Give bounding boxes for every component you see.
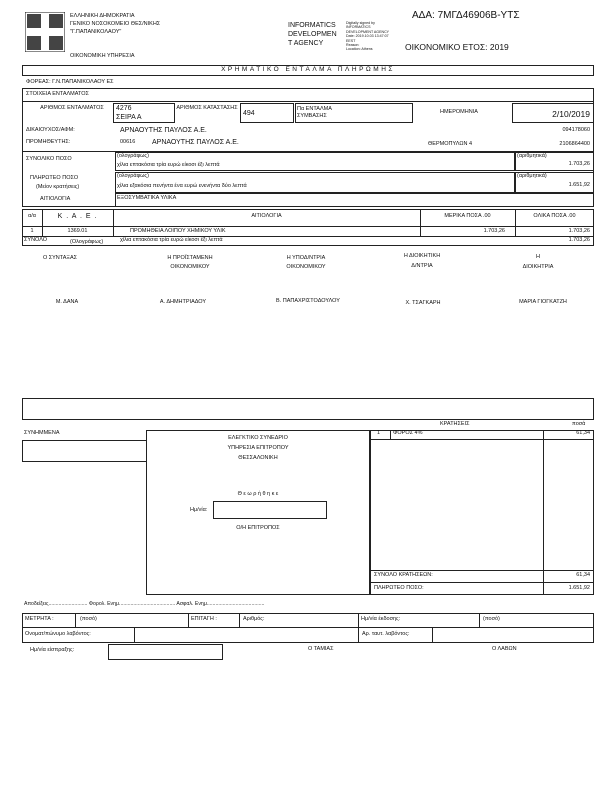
- row-reason: ΠΡΟΜΗΘΕΙΑ ΛΟΙΠΟΥ ΧΗΜΙΚΟΥ ΥΛΙΚ: [130, 228, 226, 234]
- total-amount: 1.703,26: [568, 161, 590, 167]
- supplier-phone: 2106864400: [559, 141, 590, 147]
- ada-number: ΑΔΑ: 7ΜΓΔ46906Β-ΥΤΣ: [412, 10, 520, 21]
- stamp-line: INFORMATICS: [346, 25, 371, 30]
- check-number-field[interactable]: Αριθμός:: [243, 616, 265, 622]
- check-amount[interactable]: (ποσό): [483, 616, 500, 622]
- agency-line-2: DEVELOPMEN: [288, 31, 337, 38]
- role-admin-director-1: Η ΔΙΟΙΚΗΤΙΚΗ: [403, 253, 441, 259]
- role-head-finance-1: Η ΠΡΟΪΣΤΑΜΕΝΗ: [167, 255, 213, 261]
- deduction-amount: 61,34: [576, 430, 590, 436]
- reason: ΕΞΟΣΥΜΒΑΤΙΚΑ ΥΛΙΚΑ: [117, 195, 177, 201]
- stamp-line: DEVELOPMENT AGENCY: [346, 29, 390, 34]
- payment-table: [22, 613, 594, 643]
- greek-emblem: [25, 12, 65, 52]
- signatory-name: ΜΑΡΙΑ ΓΙΟΓΚΑΤΖΗ: [519, 299, 567, 305]
- state-no-label-text: ΑΡΙΘΜΟΣ ΚΑΤΑΣΤΑΣΗΣ: [176, 105, 238, 111]
- visa-label: Θ ε ω ρ ή θ η κ ε: [237, 491, 279, 497]
- supplier-label: ΠΡΟΜΗΘΕΥΤΗΣ:: [26, 139, 71, 145]
- payee-name: ΑΡΝΑΟΥΤΗΣ ΠΑΥΛΟΣ Α.Ε.: [120, 127, 207, 134]
- final-payable: 1.651,92: [568, 585, 590, 591]
- order-series: ΣΕΙΡΑ Α: [116, 114, 142, 121]
- payee-label: ΔΙΚΑΙΟΥΧΟΣ/ΑΦΜ:: [26, 127, 75, 133]
- total-words: χίλια επτακόσια τρία ευρώ είκοσι έξι λεπτά: [117, 162, 220, 168]
- payable-words: χίλια εξακόσια πενήντα ένα ευρώ ενενήντα δύο λεπτά: [117, 183, 247, 189]
- stamp-line: Date: 2019.10.03 13:47:07: [346, 34, 389, 39]
- payee-afm: 094178060: [562, 127, 590, 133]
- role-admin-director-2: Δ/ΝΤΡΙΑ: [411, 263, 433, 269]
- supplier-code: 00616: [120, 139, 136, 145]
- section-title: ΣΤΟΙΧΕΙΑ ΕΝΤΑΛΜΑΤΟΣ: [26, 91, 89, 97]
- deduction-no: 1: [377, 430, 381, 436]
- blank-band: [22, 398, 594, 420]
- agency-line-1: INFORMATICS: [288, 22, 336, 29]
- receipt-line: Αποδείξεις........................... Φορολ. Ενημ....................................... Ασφαλ. Ενημ........................................: [24, 601, 265, 607]
- deductions-label: ΚΡΑΤΗΣΕΙΣ: [440, 421, 470, 427]
- cash-label: ΜΕΤΡΗΤΑ :: [25, 616, 54, 622]
- signatory-name: Β. ΠΑΠΑΧΡΙΣΤΟΔΟΥΛΟΥ: [276, 298, 340, 304]
- payable-in-words-label: (ολογράφως): [117, 173, 149, 179]
- cashier-label: Ο ΤΑΜΙΑΣ: [308, 646, 334, 652]
- order-no-label-text: ΑΡΙΘΜΟΣ ΕΝΤΑΛΜΑΤΟΣ: [40, 105, 104, 111]
- sum-total: 1.703,26: [568, 237, 590, 243]
- deductions-amount-col: ποσά: [572, 421, 586, 427]
- role-head-finance-2: ΟΙΚΟΝΟΜΙΚΟΥ: [170, 264, 210, 270]
- row-aa: 1: [30, 228, 34, 234]
- role-deputy-2: ΟΙΚΟΝΟΜΙΚΟΥ: [286, 264, 326, 270]
- deduction-name: ΦΟΡΟΣ 4%: [393, 430, 423, 436]
- audit-line-3: ΘΕΣΣΑΛΟΝΙΚΗ: [238, 455, 278, 461]
- sum-in-words-label: (Ολογράφως): [70, 239, 104, 245]
- visa-date-label: Ημ/νία:: [190, 507, 208, 513]
- date-label: ΗΜΕΡΟΜΗΝΙΑ: [440, 109, 478, 115]
- service-name: ΟΙΚΟΝΟΜΙΚΗ ΥΠΗΡΕΣΙΑ: [70, 53, 135, 59]
- collect-date-label: Ημ/νία είσπραξης:: [30, 647, 75, 653]
- issue-date-field[interactable]: Ημ/νία έκδοσης:: [361, 616, 401, 622]
- stamp-line: EEST: [346, 38, 356, 43]
- role-governor-2: ΔΙΟΙΚΗΤΡΙΑ: [522, 264, 554, 270]
- org-line-2: ΓΕΝΙΚΟ ΝΟΣΟΚΟΜΕΙΟ ΘΕΣ/ΝΙΚΗΣ: [70, 21, 161, 27]
- col-header-reason: ΑΙΤΙΟΛΟΓΙΑ: [251, 213, 282, 219]
- receiver-label: Ο ΛΑΒΩΝ: [492, 646, 517, 652]
- contract-box: [295, 103, 413, 123]
- role-governor-1: Η: [536, 254, 540, 260]
- sum-words: χίλια επτακόσια τρία ευρώ είκοσι έξι λεπτά: [120, 237, 223, 243]
- order-no: 4276: [116, 105, 132, 112]
- order-no-label: [36, 105, 108, 112]
- fiscal-year: ΟΙΚΟΝΟΜΙΚΟ ΕΤΟΣ: 2019: [405, 42, 509, 52]
- deductions-note: (Μείον κρατήσεις): [36, 184, 80, 190]
- total-in-words-label: (ολογράφως): [117, 153, 149, 159]
- agency-line-3: T AGENCY: [288, 40, 324, 47]
- digital-signature-stamp: [346, 21, 389, 52]
- payable-in-numbers-label: (αριθμητικά): [517, 173, 547, 179]
- check-label: ΕΠΙΤΑΓΗ :: [191, 616, 217, 622]
- deductions-total: 61,34: [576, 572, 590, 578]
- reason-label: ΑΙΤΙΟΛΟΓΙΑ: [40, 196, 71, 202]
- total-label: ΣΥΝΟΛΙΚΟ ΠΟΣΟ: [26, 156, 72, 162]
- col-header-aa: α/α: [28, 213, 36, 219]
- sum-label: ΣΥΝΟΛΟ: [24, 237, 48, 243]
- audit-line-1: ΕΛΕΓΚΤΙΚΟ ΣΥΝΕΔΡΙΟ: [228, 435, 288, 441]
- collect-date-field[interactable]: [108, 644, 223, 660]
- payable-amount: 1.651,92: [568, 182, 590, 188]
- col-header-partial: ΜΕΡΙΚΑ ΠΟΣΑ .00: [444, 213, 491, 219]
- col-header-total: ΟΛΙΚΑ ΠΟΣΑ .00: [533, 213, 576, 219]
- row-total: 1.703,26: [568, 228, 590, 234]
- commissioner-label: Ο/Η ΕΠΙΤΡΟΠΟΣ: [236, 525, 280, 531]
- audit-line-2: ΥΠΗΡΕΣΙΑ ΕΠΙΤΡΟΠΟΥ: [227, 445, 289, 451]
- org-line-1: ΕΛΛΗΝΙΚΗ ΔΗΜΟΚΡΑΤΙΑ: [70, 13, 135, 19]
- signatory-name: Χ. ΤΣΑΓΚΑΡΗ: [405, 300, 441, 306]
- payable-label: ΠΛΗΡΩΤΕΟ ΠΟΣΟ: [30, 175, 79, 181]
- recipient-label: Ονοματ/πώνυμο λαβόντος:: [25, 631, 91, 637]
- attachments-label: ΣΥΝΗΜΜΕΝΑ: [24, 430, 60, 436]
- state-no: 494: [243, 110, 255, 117]
- deductions-total-label: ΣΥΝΟΛΟ ΚΡΑΤΗΣΕΩΝ:: [374, 572, 433, 578]
- visa-date-field[interactable]: [213, 501, 327, 519]
- row-partial: 1.703,26: [483, 228, 505, 234]
- order-date: 2/10/2019: [552, 109, 590, 119]
- stamp-line: Location: Athens: [346, 47, 373, 52]
- role-deputy-1: Η ΥΠΟΔ/ΝΤΡΙΑ: [286, 255, 326, 261]
- contract-label-text: Πα ΕΝΤΑΛΜΑ ΣΥΜΒΑΣΗΣ: [297, 106, 332, 119]
- reason-box: [115, 193, 594, 207]
- recipient-id-label: Αρ. ταυτ. λαβόντος:: [362, 631, 410, 637]
- foreas: ΦΟΡΕΑΣ: Γ.Ν.ΠΑΠΑΝΙΚΟΛΑΟΥ ΕΣ: [26, 79, 114, 85]
- signatory-name: Α. ΔΗΜΗΤΡΙΑΔΟΥ: [159, 299, 207, 305]
- stamp-line: Reason:: [346, 43, 360, 48]
- cash-amount[interactable]: (ποσό): [80, 616, 97, 622]
- col-header-kae: Κ . Α . Ε .: [57, 213, 98, 220]
- final-payable-label: ΠΛΗΡΩΤΕΟ ΠΟΣΟ:: [374, 585, 424, 591]
- state-no-label: [176, 105, 238, 112]
- org-line-3: "Γ.ΠΑΠΑΝΙΚΟΛΑΟΥ": [70, 29, 122, 35]
- signatory-name: Μ. ΔΑΝΑ: [55, 299, 79, 305]
- stamp-line: Digitally signed by: [346, 21, 375, 25]
- row-kae: 1369.01: [67, 228, 88, 234]
- supplier-name: ΑΡΝΑΟΥΤΗΣ ΠΑΥΛΟΣ Α.Ε.: [152, 139, 239, 146]
- role-compiler: Ο ΣΥΝΤΑΞΑΣ: [42, 255, 78, 261]
- total-in-numbers-label: (αριθμητικά): [517, 153, 547, 159]
- attachments-box: [22, 440, 147, 462]
- supplier-address: ΘΕΡΜΟΠΥΛΩΝ 4: [428, 141, 473, 147]
- page-title: ΧΡΗΜΑΤΙΚΟ ΕΝΤΑΛΜΑ ΠΛΗΡΩΜΗΣ: [221, 66, 395, 73]
